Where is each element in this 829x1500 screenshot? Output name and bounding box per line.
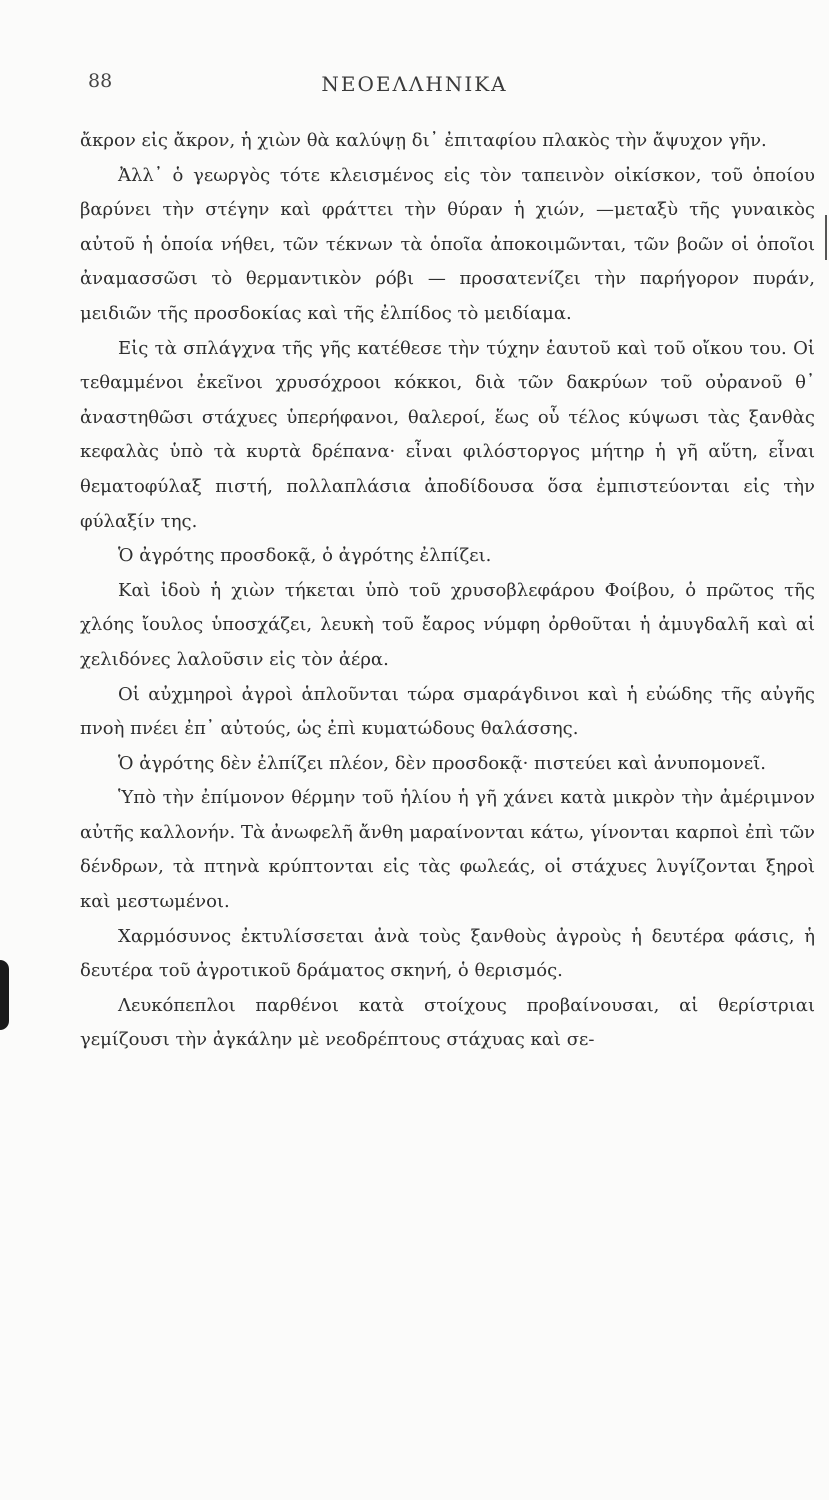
paragraph: Ὁ ἀγρότης δὲν ἐλπίζει πλέον, δὲν προσδοκᾷ· πιστεύει καὶ ἀνυπομονεῖ. — [118, 752, 767, 774]
paragraph: Ἀλλ᾿ ὁ γεωργὸς τότε κλεισμένος εἰς τὸν ταπεινὸν οἰκίσκον, τοῦ ὁποίου βαρύνει τὴν στέγην καὶ φράττει τὴν θύραν ἡ χιών, —μεταξὺ τῆς γυναικὸς αὐτοῦ ἡ ὁποία νήθει, τῶν τέκνων τὰ ὁποῖα ἀποκοιμῶνται, τῶν βοῶν οἱ ὁποῖοι ἀναμασσῶσι τὸ θερμαντικὸν ρόβι — προσατενίζει τὴν παρήγορον πυράν, μειδιῶν τῆς προσδοκίας καὶ τῆς ἐλπίδος τὸ μειδίαμα. — [80, 164, 815, 324]
margin-rule — [825, 215, 827, 260]
text-body — [80, 124, 815, 1058]
paragraph: Οἱ αὐχμηροὶ ἀγροὶ ἁπλοῦνται τώρα σμαράγδινοι καὶ ἡ εὐώδης τῆς αὐγῆς πνοὴ πνέει ἐπ᾿ αὐτούς, ὡς ἐπὶ κυματώδους θαλάσσης. — [80, 683, 815, 740]
paragraph: Εἰς τὰ σπλάγχνα τῆς γῆς κατέθεσε τὴν τύχην ἑαυτοῦ καὶ τοῦ οἴκου του. Οἱ τεθαμμένοι ἐκεῖνοι χρυσόχροοι κόκκοι, διὰ τῶν δακρύων τοῦ οὐρανοῦ θ᾿ ἀναστηθῶσι στάχυες ὑπερήφανοι, θαλεροί, ἕως οὗ τέλος κύψωσι τὰς ξανθὰς κεφαλὰς ὑπὸ τὰ κυρτὰ δρέπανα· εἶναι φιλόστοργος μήτηρ ἡ γῆ αὕτη, εἶναι θεματοφύλαξ πιστή, πολλαπλάσια ἀποδίδουσα ὅσα ἐμπιστεύονται εἰς τὴν φύλαξίν της. — [80, 337, 815, 532]
page-number: 88 — [88, 70, 113, 92]
paragraph: Ὁ ἀγρότης προσδοκᾷ, ὁ ἀγρότης ἐλπίζει. — [118, 545, 492, 567]
running-title: ΝΕΟΕΛΛΗΝΙΚΑ — [321, 72, 508, 96]
paragraph: Λευκόπεπλοι παρθένοι κατὰ στοίχους προβαίνουσαι, αἱ θερίστριαι γεμίζουσι τὴν ἀγκάλην μὲ νεοδρέπτους στάχυας καὶ σε- — [80, 994, 815, 1051]
paragraph: Καὶ ἰδοὺ ἡ χιὼν τήκεται ὑπὸ τοῦ χρυσοβλεφάρου Φοίβου, ὁ πρῶτος τῆς χλόης ἴουλος ὑποσχάζει, λευκὴ τοῦ ἔαρος νύμφη ὀρθοῦται ἡ ἀμυγδαλῆ καὶ αἱ χελιδόνες λαλοῦσιν εἰς τὸν ἀέρα. — [80, 579, 815, 670]
paragraph: Χαρμόσυνος ἐκτυλίσσεται ἀνὰ τοὺς ξανθοὺς ἀγροὺς ἡ δευτέρα φάσις, ἡ δευτέρα τοῦ ἀγροτικοῦ δράματος σκηνή, ὁ θερισμός. — [80, 925, 815, 982]
paragraph: ἄκρον εἰς ἄκρον, ἡ χιὼν θὰ καλύψῃ δι᾿ ἐπιταφίου πλακὸς τὴν ἄψυχον γῆν. — [80, 130, 767, 151]
page-edge-mark — [0, 960, 9, 1030]
paragraph: Ὑπὸ τὴν ἐπίμονον θέρμην τοῦ ἡλίου ἡ γῆ χάνει κατὰ μικρὸν τὴν ἀμέριμνον αὐτῆς καλλονήν. Τὰ ἀνωφελῆ ἄνθη μαραίνονται κάτω, γίνονται καρποὶ ἐπὶ τῶν δένδρων, τὰ πτηνὰ κρύπτονται εἰς τὰς φωλεάς, οἱ στάχυες λυγίζονται ξηροὶ καὶ μεστωμένοι. — [80, 787, 815, 913]
